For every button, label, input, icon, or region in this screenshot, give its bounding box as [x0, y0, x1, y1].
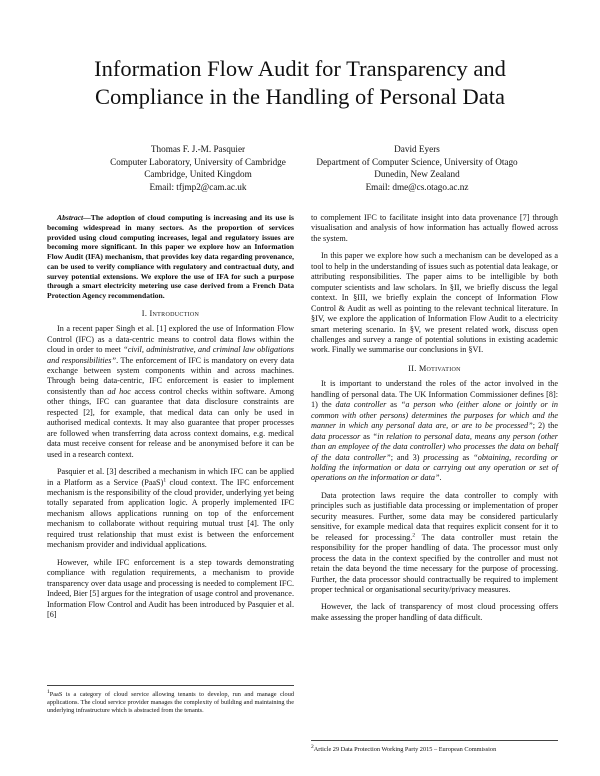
- text-run: as: [360, 431, 373, 441]
- author-location: Dunedin, New Zealand: [374, 169, 460, 180]
- emphasis: processing: [423, 452, 459, 462]
- author-email: Email: dme@cs.otago.ac.nz: [365, 181, 469, 192]
- quote: “a person who (either alone or jointly or in common with other persons) determines the purposes for which and the manner in which any personal data are, or are to be processed”: [311, 400, 558, 431]
- section-heading-motivation: II. Motivation: [408, 363, 461, 373]
- abstract-label: Abstract: [57, 213, 84, 222]
- text-run: ; 2) the: [532, 421, 558, 431]
- abstract: [47, 213, 294, 301]
- right-paragraph-2: In this paper we explore how such a mechanism can be developed as a tool to help in the understanding of issues such as potential data leakage, or attributing responsibilities. The paper aims to be intelligible by both computer scientists and law scholars. In §II, we briefly discuss the legal context. In §III, we briefly explain the concept of Information Flow Control & Audit as well as pointing to the relevant technical literature. In §IV, we explore the application of Information Flow Audit to a electricity smart metering scenario. In §V, we present related work, discuss open challenges and survey a range of potential solutions in existing academic work. Finally we summarise our conclusions in §VI.: [311, 251, 558, 355]
- text-run: access control checks within software. Among other things, IFC can guarantee that data disclosure constraints are respected [2], for example, that medical data can only be used in authorised medical contexts. It may also guarantee that proper processes are followed when transferring data across context domains, e.g. medical data must receive consent for release and be anonymised before it can be used in a research context.: [47, 386, 294, 459]
- left-column: [47, 213, 294, 620]
- author-block-1: [78, 143, 318, 193]
- motivation-paragraph-2: [311, 491, 558, 596]
- quote: “in relation to personal data, means any person (other than an employee of the data controller) who processes the data on behalf of the data controller”: [311, 431, 558, 462]
- intro-paragraph-2: [47, 467, 294, 551]
- quote: “obtaining, recording or holding the information or data or carrying out any operation or set of operations on the information or data”: [311, 452, 558, 483]
- abstract-text: —The adoption of cloud computing is increasing and its use is becoming widespread in many sectors. As the proportion of services provided using cloud computing increases, legal and regulatory issues are becoming more significant. In this paper we explore how an Information Flow Audit (IFA) mechanism, that provides key data regarding provenance, can be used to verify compliance with regulatory and contractual duty, and survey potential extensions. We explore the use of IFA for such a purpose through a smart electricity metering use case derived from a French Data Protection Agency recommendation.: [47, 213, 294, 300]
- text-run: as: [458, 452, 474, 462]
- footnote-number: 2: [311, 743, 314, 750]
- text-run: . The enforcement of IFC is mandatory on every data exchange between system components within and across machines. Through being data-centric, IFC enforcement is easier to implement consistently than: [47, 355, 294, 396]
- author-name: David Eyers: [394, 144, 440, 154]
- text-run: In a recent paper Singh et al. [1] explored the use of Information Flow Control (IFC) as a data-centric means to control data flows within the cloud in order to meet: [47, 324, 294, 355]
- author-block-2: [297, 143, 537, 193]
- footnote-marker: 2: [412, 531, 416, 538]
- text-run: cloud context. The IFC enforcement mechanism is the responsibility of the cloud provider, underlying yet being totally separated from application logic. A properly implemented IFC mechanism allows applications running on top of the enforcement mechanism to collaborate without requiring mutual trust [4]. The only required trust relationship that must exist is between the enforcement mechanism provider and individual applications.: [47, 477, 294, 550]
- author-affiliation: Department of Computer Science, University of Otago: [316, 156, 518, 167]
- intro-paragraph-3: However, while IFC enforcement is a step towards demonstrating compliance with regulation requirements, a mechanism to provide transparency over data usage and processing is needed to complement IFC. Indeed, Bier [5] argues for the integration of usage control and provenance. Information Flow Control and Audit has been introduced by Pasquier et al. [6]: [47, 557, 294, 619]
- author-name: Thomas F. J.-M. Pasquier: [150, 144, 246, 154]
- text-run: It is important to understand the roles of the actor involved in the handling of personal data. The UK Information Commissioner defines [8]: 1) the: [311, 379, 558, 410]
- text-run: ; and 3): [390, 452, 424, 462]
- footnote-2: [311, 740, 558, 754]
- right-column: [311, 213, 558, 623]
- text-run: Pasquier et al. [3] described a mechanism in which IFC can be applied in a Platform as a Service (PaaS): [47, 467, 294, 487]
- right-paragraph-1: to complement IFC to facilitate insight into data provenance [7] through visualisation and analysis of how information has actually flowed across the system.: [311, 213, 558, 243]
- quote: “civil, administrative, and criminal law obligations and responsibilities”: [47, 345, 294, 365]
- motivation-paragraph-3: However, the lack of transparency of most cloud processing offers make assessing the proper handling of data difficult.: [311, 602, 558, 622]
- footnote-number: 1: [47, 688, 50, 695]
- author-affiliation: Computer Laboratory, University of Cambridge: [110, 156, 286, 167]
- footnote-1: [47, 685, 294, 715]
- intro-paragraph-1: [47, 324, 294, 460]
- text-run: Data protection laws require the data controller to comply with principles such as justifiable data processing or implementation of proper security measures. Further, some data may be considered particularly sensitive, for example medical data that requires explicit consent for it to be released for processing.: [311, 490, 558, 542]
- text-run: The data controller must retain the responsibility for the proper handling of data. The processor must only process the data in the context specified by the controller and must not retain the data beyond the time necessary for the purpose of processing. Further, the data processor should contractually be required to implement proper technical or organisational security/privacy measures.: [311, 532, 559, 594]
- emphasis: ad hoc: [107, 386, 131, 396]
- author-email: Email: tfjmp2@cam.ac.uk: [149, 181, 247, 192]
- footnote-marker: 1: [163, 476, 167, 483]
- paper-title: Information Flow Audit for Transparency and Compliance in the Handling of Personal Data: [94, 56, 506, 109]
- text-run: as: [386, 400, 401, 410]
- section-heading-introduction: I. Introduction: [141, 308, 200, 318]
- motivation-paragraph-1: [311, 379, 558, 484]
- emphasis: data processor: [311, 431, 361, 441]
- author-location: Cambridge, United Kingdom: [144, 169, 252, 180]
- footnote-text: Article 29 Data Protection Working Party 2015 – European Commission: [313, 746, 497, 753]
- emphasis: data controller: [335, 400, 387, 410]
- footnote-text: PaaS is a category of cloud service allowing tenants to develop, run and manage cloud applications. The cloud service provider manages the complexity of building and maintaining the underlying infrastructure which is abstracted from the tenants.: [47, 691, 294, 714]
- text-run: .: [439, 473, 442, 483]
